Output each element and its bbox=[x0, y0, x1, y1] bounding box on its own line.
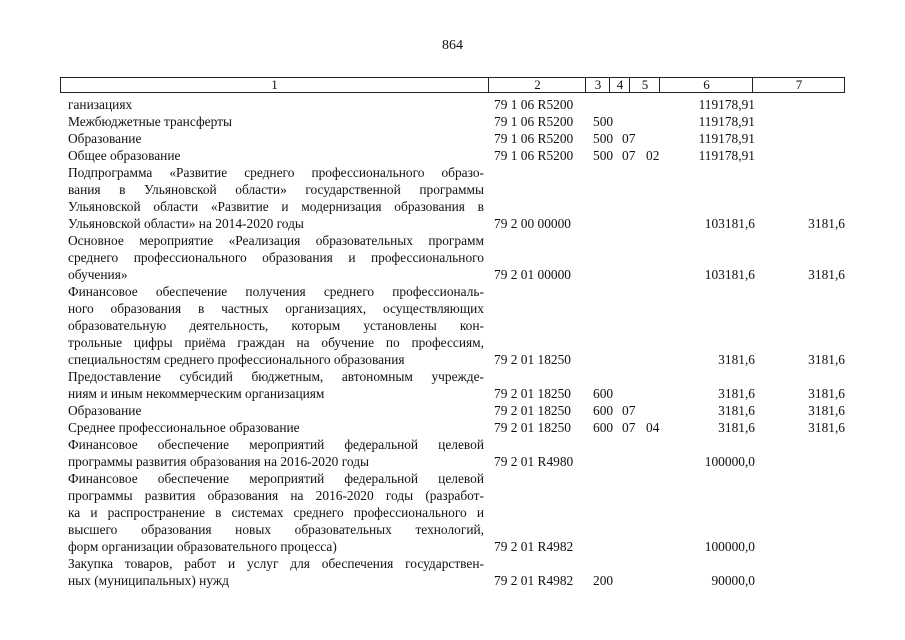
row-sum-2018: 119178,91 bbox=[698, 114, 755, 129]
row-sum-federal: 3181,6 bbox=[808, 267, 845, 282]
table-row bbox=[0, 368, 905, 402]
description-line: Основное мероприятие «Реализация образовательных программ bbox=[68, 233, 484, 248]
description-line: ного образования в частных организациях, осуществляющих bbox=[68, 301, 484, 316]
table-row bbox=[0, 283, 905, 368]
row-description bbox=[68, 130, 484, 147]
row-section: 07 bbox=[622, 403, 636, 418]
row-section: 07 bbox=[622, 148, 636, 163]
header-col-5: 5 bbox=[629, 78, 660, 92]
row-code: 79 2 01 R4982 bbox=[494, 539, 574, 554]
row-sum-federal: 3181,6 bbox=[808, 403, 845, 418]
table-row bbox=[0, 96, 905, 113]
row-description bbox=[68, 555, 484, 589]
description-line: программы развития образования на 2016-2020 годы (разработ- bbox=[68, 488, 484, 503]
header-col-4: 4 bbox=[609, 78, 630, 92]
description-line: Финансовое обеспечение мероприятий федеральной целевой bbox=[68, 437, 484, 452]
row-expense-type: 500 bbox=[593, 114, 614, 129]
row-sum-federal: 3181,6 bbox=[808, 386, 845, 401]
table-row bbox=[0, 436, 905, 470]
table-row bbox=[0, 419, 905, 436]
table-row bbox=[0, 147, 905, 164]
row-description bbox=[68, 436, 484, 470]
description-line: ка и распространение в системах среднего профессионального и bbox=[68, 505, 484, 520]
header-col-1: 1 bbox=[271, 77, 278, 92]
table-row bbox=[0, 555, 905, 589]
row-code: 79 2 01 18250 bbox=[494, 386, 571, 401]
description-line: Предоставление субсидий бюджетным, автономным учрежде- bbox=[68, 369, 484, 384]
row-description bbox=[68, 283, 484, 368]
row-section: 07 bbox=[622, 420, 636, 435]
description-line: Среднее профессиональное образование bbox=[68, 420, 300, 435]
row-description bbox=[68, 96, 484, 113]
table-row bbox=[0, 232, 905, 283]
row-code: 79 2 00 00000 bbox=[494, 216, 571, 231]
description-line: среднего профессионального образования и профессионального bbox=[68, 250, 484, 265]
row-code: 79 1 06 R5200 bbox=[494, 131, 574, 146]
description-line: форм организации образовательного процесса) bbox=[68, 539, 337, 554]
row-code: 79 1 06 R5200 bbox=[494, 97, 574, 112]
header-col-7: 7 bbox=[752, 78, 845, 92]
row-description bbox=[68, 419, 484, 436]
description-line: Общее образование bbox=[68, 148, 181, 163]
row-subsection: 04 bbox=[646, 420, 660, 435]
description-line: ниям и иным некоммерческим организациям bbox=[68, 386, 325, 401]
row-sum-2018: 3181,6 bbox=[718, 403, 755, 418]
row-expense-type: 600 bbox=[593, 403, 614, 418]
description-line: Образование bbox=[68, 403, 142, 418]
row-description bbox=[68, 147, 484, 164]
row-description bbox=[68, 470, 484, 555]
description-line: ганизациях bbox=[68, 97, 133, 112]
row-sum-2018: 119178,91 bbox=[698, 97, 755, 112]
header-col-2: 2 bbox=[488, 78, 586, 92]
description-line: Финансовое обеспечение мероприятий федеральной целевой bbox=[68, 471, 484, 486]
row-sum-2018: 90000,0 bbox=[711, 573, 755, 588]
row-sum-federal: 3181,6 bbox=[808, 216, 845, 231]
description-line: Образование bbox=[68, 131, 142, 146]
description-line: программы развития образования на 2016-2020 годы bbox=[68, 454, 370, 469]
row-subsection: 02 bbox=[646, 148, 660, 163]
row-expense-type: 600 bbox=[593, 386, 614, 401]
row-code: 79 2 01 18250 bbox=[494, 352, 571, 367]
description-line: Межбюджетные трансферты bbox=[68, 114, 232, 129]
row-sum-federal: 3181,6 bbox=[808, 352, 845, 367]
table-row bbox=[0, 470, 905, 555]
row-sum-2018: 3181,6 bbox=[718, 352, 755, 367]
description-line: Ульяновской области «Развитие и модернизация образования в bbox=[68, 199, 484, 214]
description-line: ных (муниципальных) нужд bbox=[68, 573, 229, 588]
table-row bbox=[0, 164, 905, 232]
row-sum-2018: 100000,0 bbox=[704, 454, 755, 469]
row-sum-2018: 3181,6 bbox=[718, 420, 755, 435]
description-line: Финансовое обеспечение получения среднего профессиональ- bbox=[68, 284, 484, 299]
row-sum-2018: 100000,0 bbox=[704, 539, 755, 554]
row-sum-2018: 103181,6 bbox=[704, 267, 755, 282]
row-expense-type: 600 bbox=[593, 420, 614, 435]
row-description bbox=[68, 402, 484, 419]
row-expense-type: 500 bbox=[593, 131, 614, 146]
row-section: 07 bbox=[622, 131, 636, 146]
page-number: 864 bbox=[442, 38, 463, 53]
header-col-6: 6 bbox=[659, 78, 753, 92]
description-line: высшего образования новых образовательных технологий, bbox=[68, 522, 484, 537]
description-line: специальностям среднего профессионального образования bbox=[68, 352, 405, 367]
row-code: 79 2 01 R4980 bbox=[494, 454, 574, 469]
row-description bbox=[68, 232, 484, 283]
row-sum-2018: 103181,6 bbox=[704, 216, 755, 231]
row-code: 79 2 01 18250 bbox=[494, 420, 571, 435]
row-description bbox=[68, 113, 484, 130]
description-line: образовательную деятельность, которым установлены кон- bbox=[68, 318, 484, 333]
row-sum-2018: 3181,6 bbox=[718, 386, 755, 401]
row-expense-type: 200 bbox=[593, 573, 614, 588]
row-code: 79 2 01 18250 bbox=[494, 403, 571, 418]
description-line: вания в Ульяновской области» государственной программы bbox=[68, 182, 484, 197]
row-code: 79 1 06 R5200 bbox=[494, 148, 574, 163]
header-col-3: 3 bbox=[585, 78, 610, 92]
table-row bbox=[0, 130, 905, 147]
row-description bbox=[68, 164, 484, 232]
row-sum-2018: 119178,91 bbox=[698, 131, 755, 146]
description-line: обучения» bbox=[68, 267, 128, 282]
row-code: 79 2 01 R4982 bbox=[494, 573, 574, 588]
table-row bbox=[0, 113, 905, 130]
description-line: Ульяновской области» на 2014-2020 годы bbox=[68, 216, 304, 231]
row-sum-federal: 3181,6 bbox=[808, 420, 845, 435]
description-line: трольные цифры приёма граждан на обучение по профессиям, bbox=[68, 335, 484, 350]
table-header bbox=[60, 77, 845, 93]
row-code: 79 1 06 R5200 bbox=[494, 114, 574, 129]
description-line: Подпрограмма «Развитие среднего профессионального образо- bbox=[68, 165, 484, 180]
table-row bbox=[0, 402, 905, 419]
row-sum-2018: 119178,91 bbox=[698, 148, 755, 163]
row-description bbox=[68, 368, 484, 402]
description-line: Закупка товаров, работ и услуг для обеспечения государствен- bbox=[68, 556, 484, 571]
row-expense-type: 500 bbox=[593, 148, 614, 163]
row-code: 79 2 01 00000 bbox=[494, 267, 571, 282]
